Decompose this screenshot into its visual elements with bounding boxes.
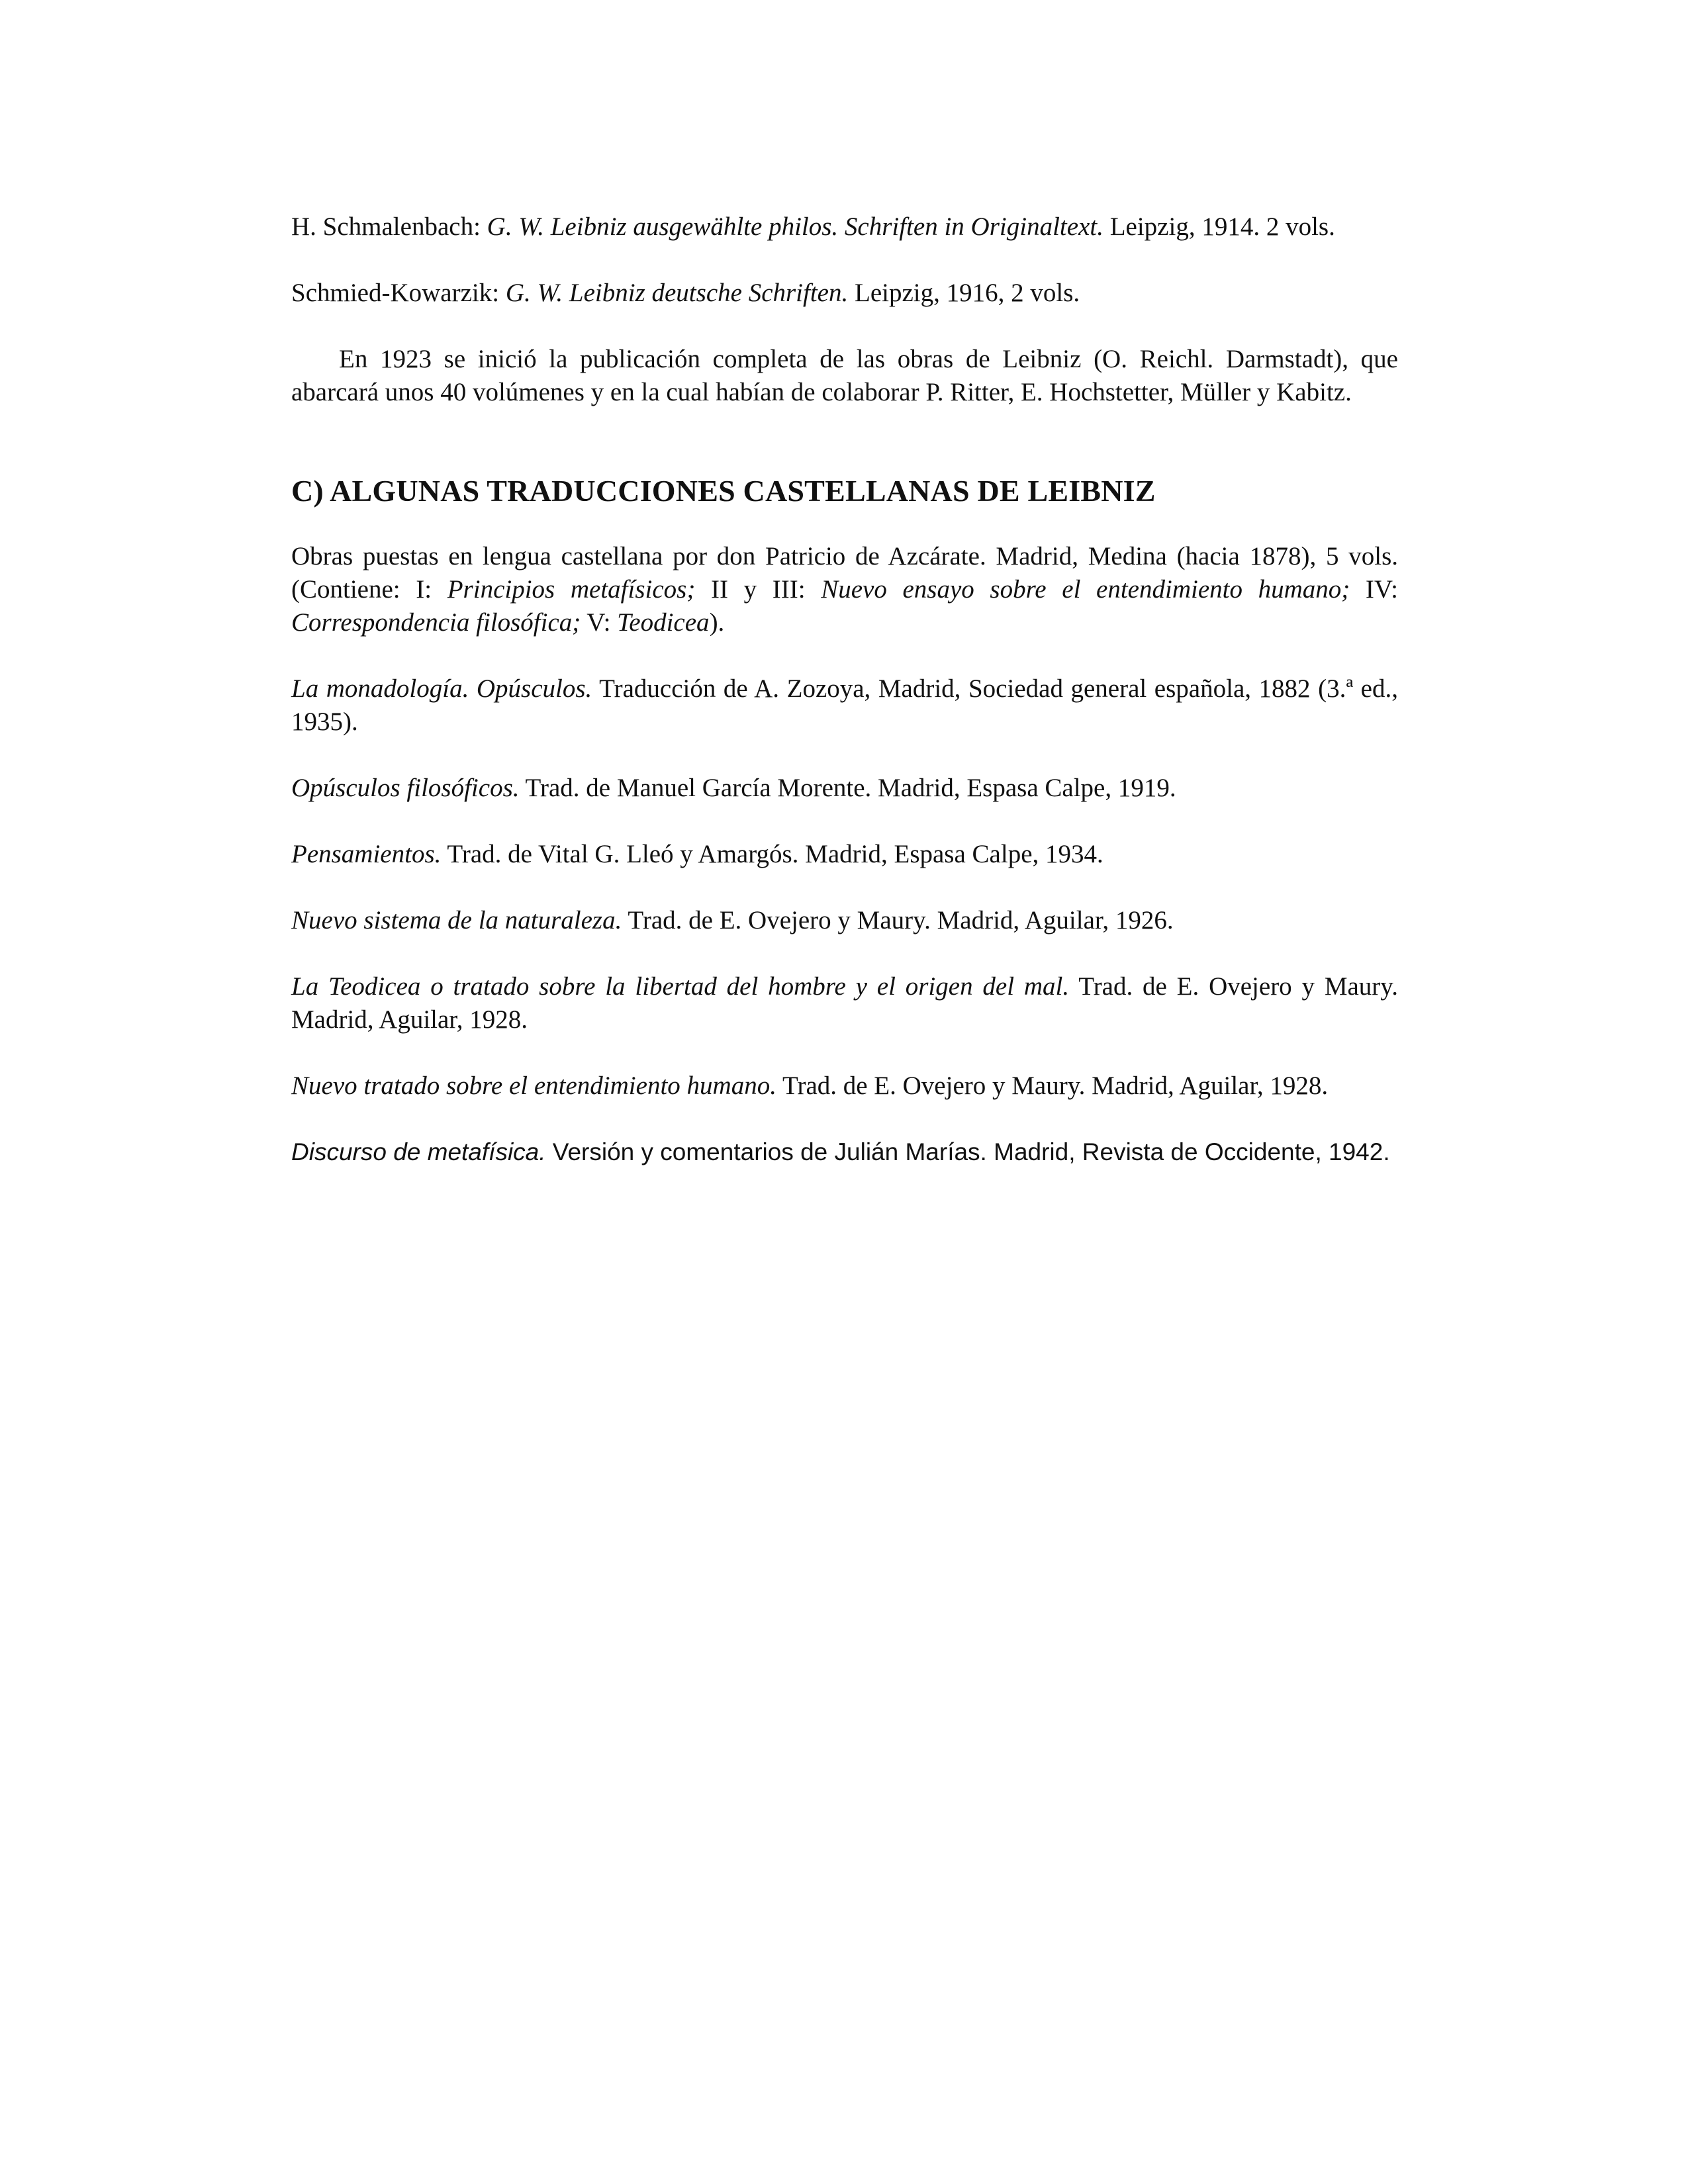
entry-details: Trad. de Manuel García Morente. Madrid, Espasa Calpe, 1919. bbox=[519, 774, 1176, 802]
entry-details: Leipzig, 1914. 2 vols. bbox=[1103, 212, 1335, 241]
entry-title: Nuevo tratado sobre el entendimiento humano. bbox=[291, 1071, 776, 1100]
bibliography-entry bbox=[291, 970, 1398, 1036]
bibliography-entry bbox=[291, 904, 1398, 937]
entry-details: Trad. de Vital G. Lleó y Amargós. Madrid, Espasa Calpe, 1934. bbox=[441, 840, 1103, 868]
entry-details: Trad. de E. Ovejero y Maury. Madrid, Aguilar, 1928. bbox=[776, 1071, 1329, 1100]
bibliography-entry bbox=[291, 772, 1398, 805]
entry-details: Leipzig, 1916, 2 vols. bbox=[848, 279, 1080, 307]
bibliography-entry bbox=[291, 838, 1398, 871]
bibliography-entry-discurso bbox=[291, 1136, 1398, 1169]
bibliography-entry-schmalenbach bbox=[291, 210, 1398, 244]
entry-title: Pensamientos. bbox=[291, 840, 442, 868]
entry-title: La monadología. Opúsculos. bbox=[291, 674, 592, 703]
entry-title: Discurso de metafísica. bbox=[291, 1138, 546, 1165]
entry-author: Schmied-Kowarzik: bbox=[291, 279, 506, 307]
complete-edition-paragraph: En 1923 se inició la publicación completa de las obras de Leibniz (O. Reichl. Darmstadt), que abarcará unos 40 volúmenes y en la cual habían de colaborar P. Ritter, E. Hochstetter, Müller y Kabitz. bbox=[291, 345, 1398, 406]
entry-details: Trad. de E. Ovejero y Maury. Madrid, Aguilar, 1926. bbox=[622, 906, 1174, 934]
volume-title: Principios metafísicos; bbox=[447, 575, 696, 604]
volume-title: Correspondencia filosófica; bbox=[291, 608, 581, 637]
entry-details: Trad. de E. Ovejero y Maury. Madrid, Aguilar, 1928. bbox=[291, 972, 1399, 1034]
entry-title: Opúsculos filosóficos. bbox=[291, 774, 520, 802]
document-page bbox=[291, 210, 1398, 1202]
section-heading: C) ALGUNAS TRADUCCIONES CASTELLANAS DE LEIBNIZ bbox=[291, 474, 1156, 508]
entry-author: H. Schmalenbach: bbox=[291, 212, 487, 241]
entry-title: Nuevo sistema de la naturaleza. bbox=[291, 906, 622, 934]
entry-title: G. W. Leibniz deutsche Schriften. bbox=[505, 279, 849, 307]
entry-title: La Teodicea o tratado sobre la libertad del hombre y el origen del mal. bbox=[291, 972, 1070, 1001]
volume-title: Nuevo ensayo sobre el entendimiento humano; bbox=[821, 575, 1350, 604]
bibliography-entry bbox=[291, 672, 1398, 739]
bibliography-entry-schmied-kowarzik bbox=[291, 277, 1398, 310]
entry-title: G. W. Leibniz ausgewählte philos. Schriften in Originaltext. bbox=[487, 212, 1103, 241]
entry-details: Traducción de A. Zozoya, Madrid, Sociedad general española, 1882 (3.ª ed., 1935). bbox=[291, 674, 1398, 736]
bibliography-entry bbox=[291, 1069, 1398, 1103]
entry-details: Versión y comentarios de Julián Marías. Madrid, Revista de Occidente, 1942. bbox=[545, 1138, 1390, 1165]
volume-title: Teodicea bbox=[617, 608, 710, 637]
bibliography-entry-azcarate: Obras puestas en lengua castellana por don Patricio de Azcárate. Madrid, Medina (hacia 1878), 5 vols. (Contiene: I: Principios metafísicos; II y III: Nuevo ensayo sobre el entendimiento humano; IV: Correspondencia filosófica; V: Teodicea). bbox=[291, 542, 1399, 637]
